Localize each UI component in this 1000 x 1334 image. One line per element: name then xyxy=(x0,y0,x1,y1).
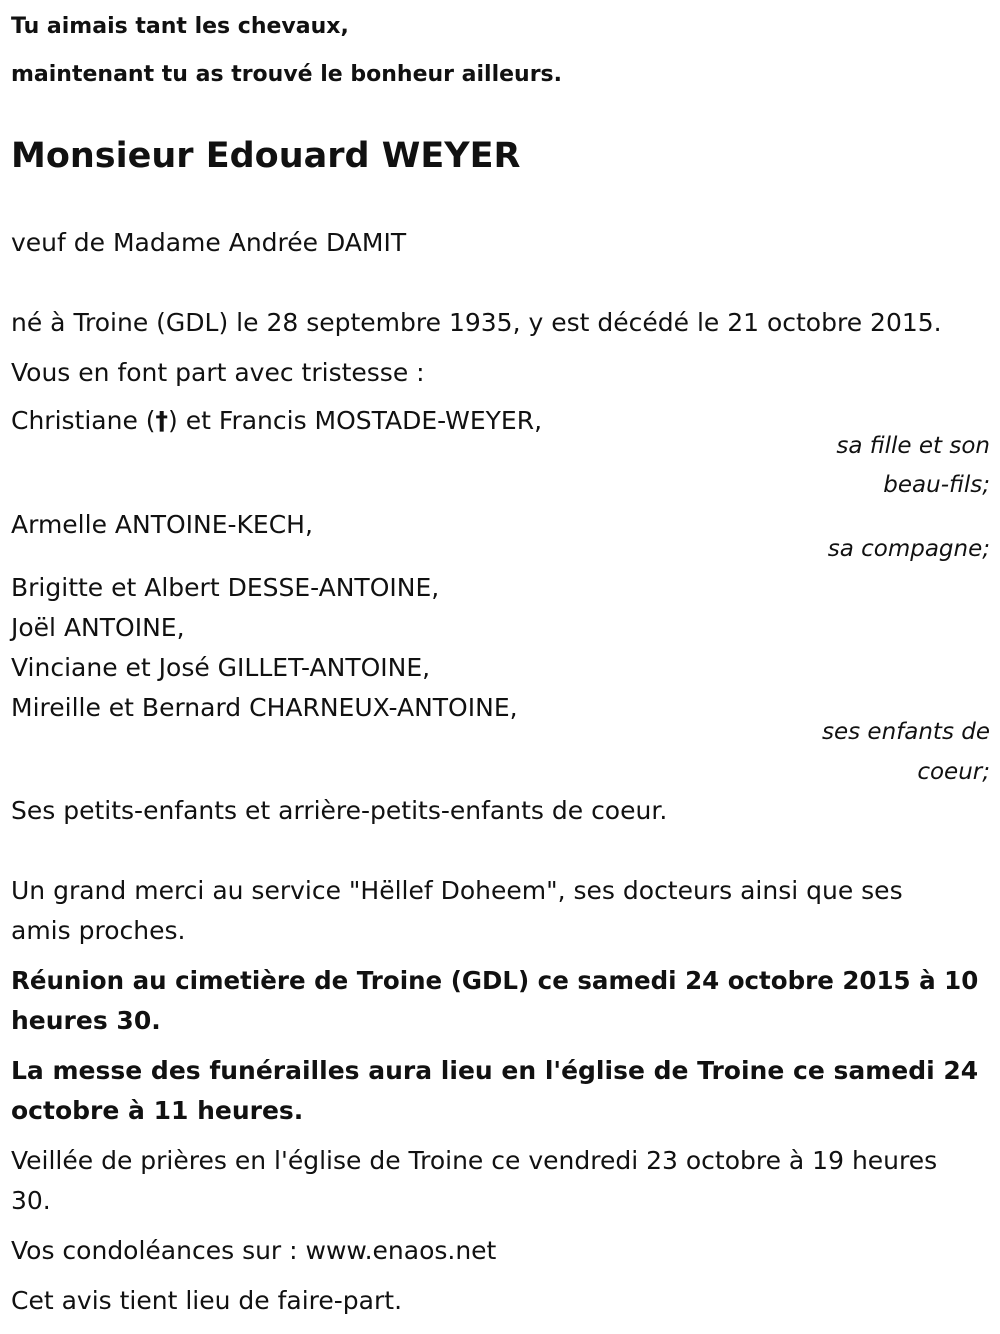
condolences-link[interactable]: Vos condoléances sur : www.enaos.net xyxy=(11,1236,497,1265)
announcement-intro: Vous en font part avec tristesse : xyxy=(11,358,425,387)
cemetery-meeting-line-1: Réunion au cimetière de Troine (GDL) ce samedi 24 octobre 2015 à 10 xyxy=(11,966,979,995)
companion-role: sa compagne; xyxy=(827,536,990,562)
birth-death-dates: né à Troine (GDL) le 28 septembre 1935, y est décédé le 21 octobre 2015. xyxy=(11,308,942,337)
daughter-role-line-2: beau-fils; xyxy=(883,472,990,498)
funeral-mass-line-1: La messe des funérailles aura lieu en l'église de Troine ce samedi 24 xyxy=(11,1056,979,1085)
child-of-heart-1: Brigitte et Albert DESSE-ANTOINE, xyxy=(11,573,440,602)
thanks-line-2: amis proches. xyxy=(11,916,186,945)
deceased-name: Monsieur Edouard WEYER xyxy=(11,136,521,176)
thanks-line-1: Un grand merci au service "Hëllef Doheem", ses docteurs ainsi que ses xyxy=(11,876,903,905)
children-role-line-2: coeur; xyxy=(917,759,990,785)
funeral-mass-line-2: octobre à 11 heures. xyxy=(11,1096,304,1125)
epitaph-line-2: maintenant tu as trouvé le bonheur ailleurs. xyxy=(11,62,563,87)
widower-of: veuf de Madame Andrée DAMIT xyxy=(11,228,407,257)
vigil-line-1: Veillée de prières en l'église de Troine ce vendredi 23 octobre à 19 heures xyxy=(11,1146,938,1175)
epitaph-line-1: Tu aimais tant les chevaux, xyxy=(11,14,349,39)
vigil-line-2: 30. xyxy=(11,1186,51,1215)
cemetery-meeting-line-2: heures 30. xyxy=(11,1006,161,1035)
cross-icon: † xyxy=(155,406,169,435)
daughter-name xyxy=(11,406,542,436)
children-role-line-1: ses enfants de xyxy=(822,719,990,745)
companion-name: Armelle ANTOINE-KECH, xyxy=(11,510,313,539)
grandchildren: Ses petits-enfants et arrière-petits-enfants de coeur. xyxy=(11,796,668,825)
closing-note: Cet avis tient lieu de faire-part. xyxy=(11,1286,403,1315)
child-of-heart-2: Joël ANTOINE, xyxy=(11,613,185,642)
daughter-role-line-1: sa fille et son xyxy=(836,433,990,459)
child-of-heart-3: Vinciane et José GILLET-ANTOINE, xyxy=(11,653,431,682)
daughter-name-part-1: Christiane ( xyxy=(11,406,156,435)
daughter-name-part-2: ) et Francis MOSTADE-WEYER, xyxy=(168,406,543,435)
child-of-heart-4: Mireille et Bernard CHARNEUX-ANTOINE, xyxy=(11,693,518,722)
